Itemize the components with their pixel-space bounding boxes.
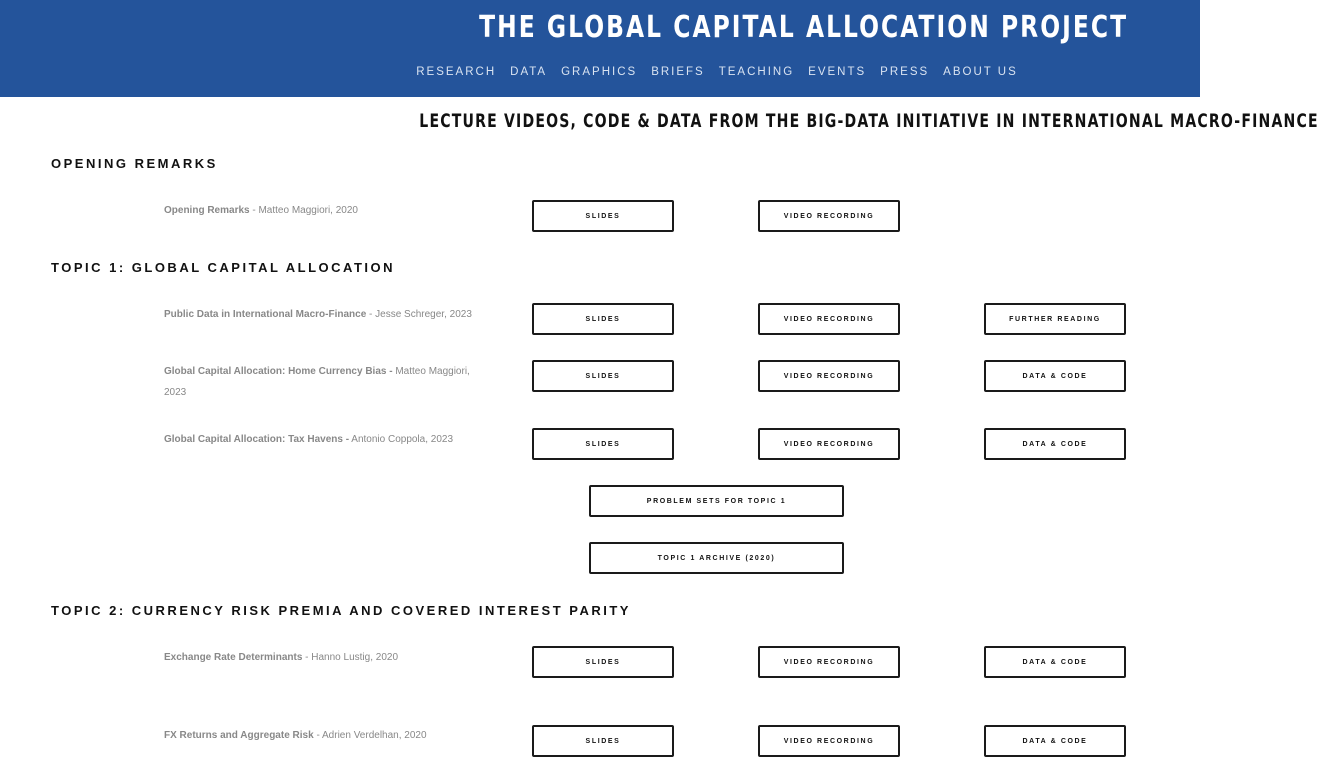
nav-link-about-us[interactable]: ABOUT US — [943, 66, 1018, 78]
video-recording-button[interactable]: VIDEO RECORDING — [758, 646, 900, 678]
lecture-title: Global Capital Allocation: Home Currency Bias - — [164, 366, 393, 377]
nav-link-data[interactable]: DATA — [510, 66, 548, 78]
nav-link-press[interactable]: PRESS — [880, 66, 930, 78]
video-recording-button[interactable]: VIDEO RECORDING — [758, 725, 900, 757]
topic-1-archive-button[interactable]: TOPIC 1 ARCHIVE (2020) — [589, 542, 844, 574]
slides-button[interactable]: SLIDES — [532, 360, 674, 392]
section-heading-topic-2: TOPIC 2: CURRENCY RISK PREMIA AND COVERED INTEREST PARITY — [51, 603, 631, 618]
further-reading-button[interactable]: FURTHER READING — [984, 303, 1126, 335]
lecture-tax-havens — [164, 429, 474, 450]
lecture-title: Exchange Rate Determinants — [164, 652, 303, 663]
problem-sets-topic-1-button[interactable]: PROBLEM SETS FOR TOPIC 1 — [589, 485, 844, 517]
site-title[interactable]: THE GLOBAL CAPITAL ALLOCATION PROJECT — [479, 10, 1129, 45]
nav-link-events[interactable]: EVENTS — [808, 66, 867, 78]
lecture-author: Matteo Maggiori, 2023 — [164, 366, 470, 398]
slides-button[interactable]: SLIDES — [532, 725, 674, 757]
main-nav — [412, 66, 1022, 78]
data-and-code-button[interactable]: DATA & CODE — [984, 646, 1126, 678]
lecture-author: - Jesse Schreger, 2023 — [366, 309, 472, 320]
slides-button[interactable]: SLIDES — [532, 428, 674, 460]
nav-link-research[interactable]: RESEARCH — [416, 66, 497, 78]
section-heading-opening-remarks: OPENING REMARKS — [51, 156, 218, 171]
lecture-author: - Matteo Maggiori, 2020 — [249, 205, 358, 216]
video-recording-button[interactable]: VIDEO RECORDING — [758, 360, 900, 392]
page-subtitle: LECTURE VIDEOS, CODE & DATA FROM THE BIG-DATA INITIATIVE IN INTERNATIONAL MACRO-FINANCE — [419, 110, 1319, 132]
site-header — [0, 0, 1200, 97]
lecture-public-data — [164, 304, 474, 325]
lecture-title: Global Capital Allocation: Tax Havens - — [164, 434, 350, 445]
lecture-home-currency-bias — [164, 361, 474, 403]
data-and-code-button[interactable]: DATA & CODE — [984, 360, 1126, 392]
lecture-fx-returns — [164, 725, 474, 746]
lecture-author: - Adrien Verdelhan, 2020 — [313, 730, 427, 741]
slides-button[interactable]: SLIDES — [532, 200, 674, 232]
lecture-exchange-rate-determinants — [164, 647, 474, 668]
slides-button[interactable]: SLIDES — [532, 303, 674, 335]
nav-link-briefs[interactable]: BRIEFS — [651, 66, 705, 78]
nav-link-graphics[interactable]: GRAPHICS — [561, 66, 638, 78]
section-heading-topic-1: TOPIC 1: GLOBAL CAPITAL ALLOCATION — [51, 260, 396, 275]
lecture-author: Antonio Coppola, 2023 — [349, 434, 454, 445]
video-recording-button[interactable]: VIDEO RECORDING — [758, 428, 900, 460]
video-recording-button[interactable]: VIDEO RECORDING — [758, 200, 900, 232]
nav-link-teaching[interactable]: TEACHING — [718, 66, 795, 78]
slides-button[interactable]: SLIDES — [532, 646, 674, 678]
lecture-title: Opening Remarks — [164, 205, 250, 216]
lecture-author: - Hanno Lustig, 2020 — [302, 652, 399, 663]
data-and-code-button[interactable]: DATA & CODE — [984, 428, 1126, 460]
lecture-title: FX Returns and Aggregate Risk — [164, 730, 314, 741]
lecture-title: Public Data in International Macro-Finance — [164, 309, 367, 320]
video-recording-button[interactable]: VIDEO RECORDING — [758, 303, 900, 335]
lecture-opening-remarks — [164, 200, 474, 221]
data-and-code-button[interactable]: DATA & CODE — [984, 725, 1126, 757]
